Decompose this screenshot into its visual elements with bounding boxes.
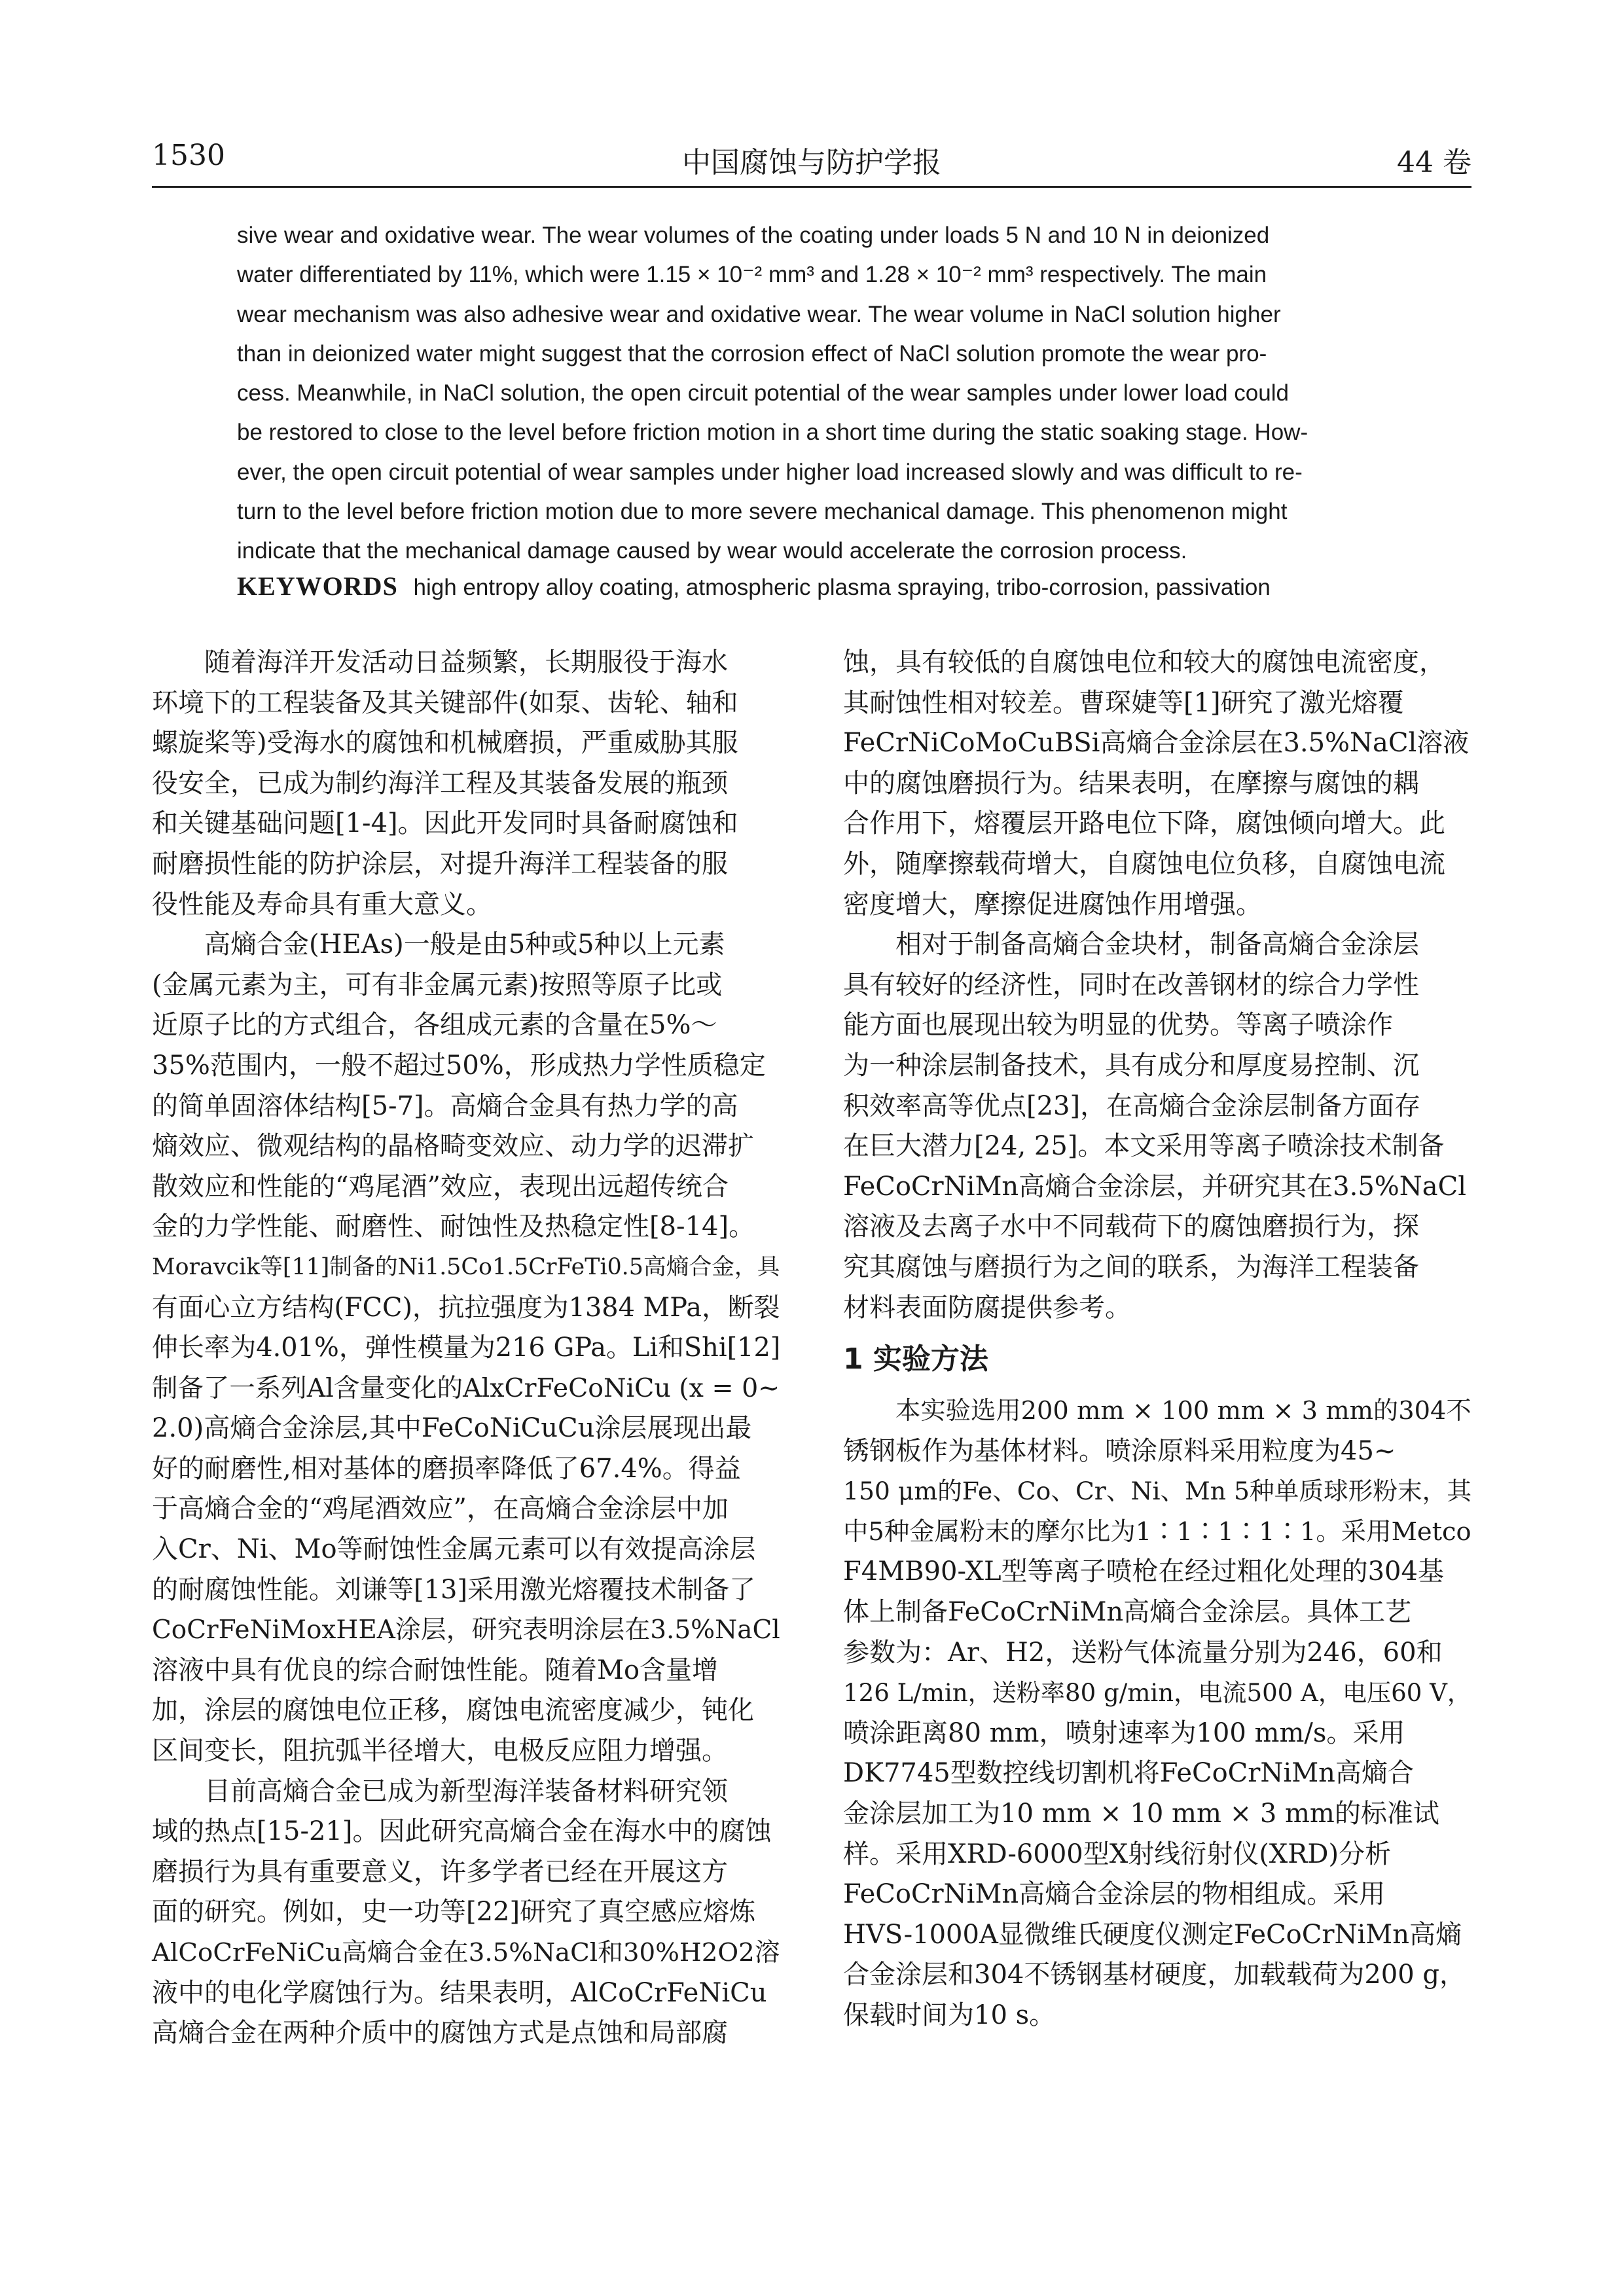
english-abstract — [237, 216, 1389, 571]
body-line: 役安全，已成为制约海洋工程及其装备发展的瓶颈 — [152, 768, 728, 798]
body-line: 具有较好的经济性，同时在改善钢材的综合力学性 — [843, 969, 1419, 1000]
body-line: (金属元素为主，可有非金属元素)按照等原子比或 — [152, 969, 723, 1000]
body-line: 材料表面防腐提供参考。 — [843, 1292, 1131, 1323]
body-line: FeCoCrNiMn高熵合金涂层，并研究其在3.5%NaCl — [843, 1171, 1467, 1202]
body-line: 35%范围内，一般不超过50%，形成热力学性质稳定 — [152, 1050, 766, 1081]
body-line: 的耐腐蚀性能。刘谦等[13]采用激光熔覆技术制备了 — [152, 1574, 756, 1605]
body-line: 磨损行为具有重要意义，许多学者已经在开展这方 — [152, 1856, 728, 1887]
abstract-line: sive wear and oxidative wear. The wear volumes of the coating under loads 5 N and 10 N in deionized — [237, 223, 1270, 248]
body-line: 好的耐磨性,相对基体的磨损率降低了67.4%。得益 — [152, 1453, 741, 1484]
body-line: CoCrFeNiMoxHEA涂层，研究表明涂层在3.5%NaCl — [152, 1615, 780, 1645]
body-line: 面的研究。例如，史一功等[22]研究了真空感应熔炼 — [152, 1897, 756, 1928]
body-line: 和关键基础问题[1-4]。因此开发同时具备耐腐蚀和 — [152, 808, 738, 839]
body-line: 金涂层加工为10 mm × 10 mm × 3 mm的标准试 — [843, 1799, 1439, 1829]
body-line: 高熵合金(HEAs)一般是由5种或5种以上元素 — [204, 929, 725, 960]
body-line: 有面心立方结构(FCC)，抗拉强度为1384 MPa，断裂 — [152, 1292, 780, 1323]
body-line: 耐磨损性能的防护涂层，对提升海洋工程装备的服 — [152, 848, 728, 879]
body-line: 入Cr、Ni、Mo等耐蚀性金属元素可以有效提高涂层 — [152, 1534, 756, 1565]
body-line: 于高熵合金的“鸡尾酒效应”，在高熵合金涂层中加 — [152, 1494, 729, 1524]
keywords-label: KEYWORDS — [237, 571, 398, 601]
body-line: 相对于制备高熵合金块材，制备高熵合金涂层 — [895, 929, 1419, 960]
keywords-line — [237, 571, 1415, 601]
body-line: 体上制备FeCoCrNiMn高熵合金涂层。具体工艺 — [843, 1597, 1412, 1628]
running-header — [152, 139, 1471, 185]
abstract-line: ever, the open circuit potential of wear samples under higher load increased slowly and was difficult to re- — [237, 459, 1303, 485]
body-line: 环境下的工程装备及其关键部件(如泵、齿轮、轴和 — [152, 687, 738, 718]
body-line: 高熵合金在两种介质中的腐蚀方式是点蚀和局部腐 — [152, 2018, 728, 2049]
body-line: FeCrNiCoMoCuBSi高熵合金涂层在3.5%NaCl溶液 — [843, 728, 1470, 759]
abstract-line: water differentiated by 11%, which were 1.15 × 10⁻² mm³ and 1.28 × 10⁻² mm³ respectively. The main — [237, 262, 1267, 288]
header-rule — [152, 186, 1471, 188]
body-line: 域的热点[15-21]。因此研究高熵合金在海水中的腐蚀 — [152, 1816, 772, 1847]
body-line: Moravcik等[11]制备的Ni1.5Co1.5CrFeTi0.5高熵合金，具 — [152, 1253, 780, 1280]
body-line: 熵效应、微观结构的晶格畸变效应、动力学的迟滞扩 — [152, 1131, 754, 1162]
body-line: 样。采用XRD-6000型X射线衍射仪(XRD)分析 — [843, 1839, 1392, 1869]
body-line: 外，随摩擦载荷增大，自腐蚀电位负移，自腐蚀电流 — [843, 848, 1445, 879]
abstract-line: wear mechanism was also adhesive wear and oxidative wear. The wear volume in NaCl solution higher — [237, 301, 1281, 327]
body-line: 役性能及寿命具有重大意义。 — [152, 889, 492, 920]
body-line: 伸长率为4.01%，弹性模量为216 GPa。Li和Shi[12] — [152, 1333, 781, 1363]
page-number: 1530 — [152, 139, 225, 172]
body-line: 为一种涂层制备技术，具有成分和厚度易控制、沉 — [843, 1050, 1419, 1081]
body-line: AlCoCrFeNiCu高熵合金在3.5%NaCl和30%H2O2溶 — [152, 1938, 780, 1967]
body-line: 溶液中具有优良的综合耐蚀性能。随着Mo含量增 — [152, 1655, 719, 1685]
keywords-text: high entropy alloy coating, atmospheric plasma spraying, tribo-corrosion, passivation — [413, 575, 1271, 600]
body-line: 究其腐蚀与磨损行为之间的联系，为海洋工程装备 — [843, 1251, 1419, 1282]
abstract-line: than in deionized water might suggest that the corrosion effect of NaCl solution promote the wear pro- — [237, 340, 1267, 367]
body-line: 喷涂距离80 mm，喷射速率为100 mm/s。采用 — [843, 1717, 1405, 1748]
body-line: 保载时间为10 s。 — [843, 2000, 1056, 2030]
body-line: 近原子比的方式组合，各组成元素的含量在5%～ — [152, 1010, 717, 1041]
body-line: 目前高熵合金已成为新型海洋装备材料研究领 — [204, 1776, 728, 1806]
body-column-left — [152, 643, 780, 2054]
body-line: 的简单固溶体结构[5-7]。高熵合金具有热力学的高 — [152, 1090, 738, 1121]
body-line: 溶液及去离子水中不同载荷下的腐蚀磨损行为，探 — [843, 1211, 1419, 1242]
body-line: 2.0)高熵合金涂层,其中FeCoNiCuCu涂层展现出最 — [152, 1413, 752, 1444]
body-line: 其耐蚀性相对较差。曹琛婕等[1]研究了激光熔覆 — [843, 687, 1404, 718]
body-line: 随着海洋开发活动日益频繁，长期服役于海水 — [204, 647, 728, 677]
journal-title: 中国腐蚀与防护学报 — [682, 146, 941, 179]
section-heading: 1 实验方法 — [843, 1342, 988, 1376]
body-line: 液中的电化学腐蚀行为。结果表明，AlCoCrFeNiCu — [152, 1977, 767, 2008]
body-line: 中的腐蚀磨损行为。结果表明，在摩擦与腐蚀的耦 — [843, 768, 1419, 798]
body-column-right — [843, 643, 1471, 2036]
body-line: 蚀，具有较低的自腐蚀电位和较大的腐蚀电流密度， — [843, 647, 1445, 677]
body-line: 锈钢板作为基体材料。喷涂原料采用粒度为45~ — [843, 1435, 1396, 1466]
body-line: 积效率高等优点[23]，在高熵合金涂层制备方面存 — [843, 1090, 1421, 1121]
body-line: DK7745型数控线切割机将FeCoCrNiMn高熵合 — [843, 1758, 1414, 1789]
body-line: 加，涂层的腐蚀电位正移，腐蚀电流密度减少，钝化 — [152, 1695, 754, 1726]
body-line: 合作用下，熔覆层开路电位下降，腐蚀倾向增大。此 — [843, 808, 1445, 839]
body-line: 中5种金属粉末的摩尔比为1∶1∶1∶1∶1。采用Metco — [843, 1516, 1471, 1547]
abstract-line: cess. Meanwhile, in NaCl solution, the open circuit potential of the wear samples under lower load could — [237, 380, 1289, 406]
volume-label: 44 卷 — [1397, 146, 1471, 179]
abstract-line: be restored to close to the level before friction motion in a short time during the static soaking stage. How- — [237, 420, 1308, 446]
body-line: 合金涂层和304不锈钢基材硬度，加载载荷为200 g， — [843, 1960, 1466, 1990]
body-line: F4MB90-XL型等离子喷枪在经过粗化处理的304基 — [843, 1556, 1444, 1587]
body-line: 螺旋桨等)受海水的腐蚀和机械磨损，严重威胁其服 — [152, 728, 738, 759]
abstract-line: indicate that the mechanical damage caused by wear would accelerate the corrosion process. — [237, 538, 1187, 564]
body-line: 散效应和性能的“鸡尾酒”效应，表现出远超传统合 — [152, 1171, 729, 1202]
abstract-line: turn to the level before friction motion due to more severe mechanical damage. This phenomenon might — [237, 499, 1288, 525]
body-line: 150 μm的Fe、Co、Cr、Ni、Mn 5种单质球形粉末，其 — [843, 1477, 1471, 1506]
body-line: 金的力学性能、耐磨性、耐蚀性及热稳定性[8-14]。 — [152, 1211, 755, 1242]
body-line: 本实验选用200 mm × 100 mm × 3 mm的304不 — [895, 1396, 1471, 1426]
body-line: HVS-1000A显微维氏硬度仪测定FeCoCrNiMn高熵 — [843, 1919, 1462, 1950]
body-line: 参数为：Ar、H2，送粉气体流量分别为246，60和 — [843, 1637, 1443, 1668]
body-line: 126 L/min，送粉率80 g/min，电流500 A，电压60 V， — [843, 1679, 1471, 1708]
body-line: 能方面也展现出较为明显的优势。等离子喷涂作 — [843, 1010, 1393, 1041]
body-line: 在巨大潜力[24, 25]。本文采用等离子喷涂技术制备 — [843, 1131, 1445, 1162]
body-line: 区间变长，阻抗弧半径增大，电极反应阻力增强。 — [152, 1736, 728, 1767]
body-line: 制备了一系列Al含量变化的AlxCrFeCoNiCu (x = 0~ — [152, 1372, 780, 1403]
body-line: 密度增大，摩擦促进腐蚀作用增强。 — [843, 889, 1262, 920]
body-line: FeCoCrNiMn高熵合金涂层的物相组成。采用 — [843, 1879, 1386, 1910]
